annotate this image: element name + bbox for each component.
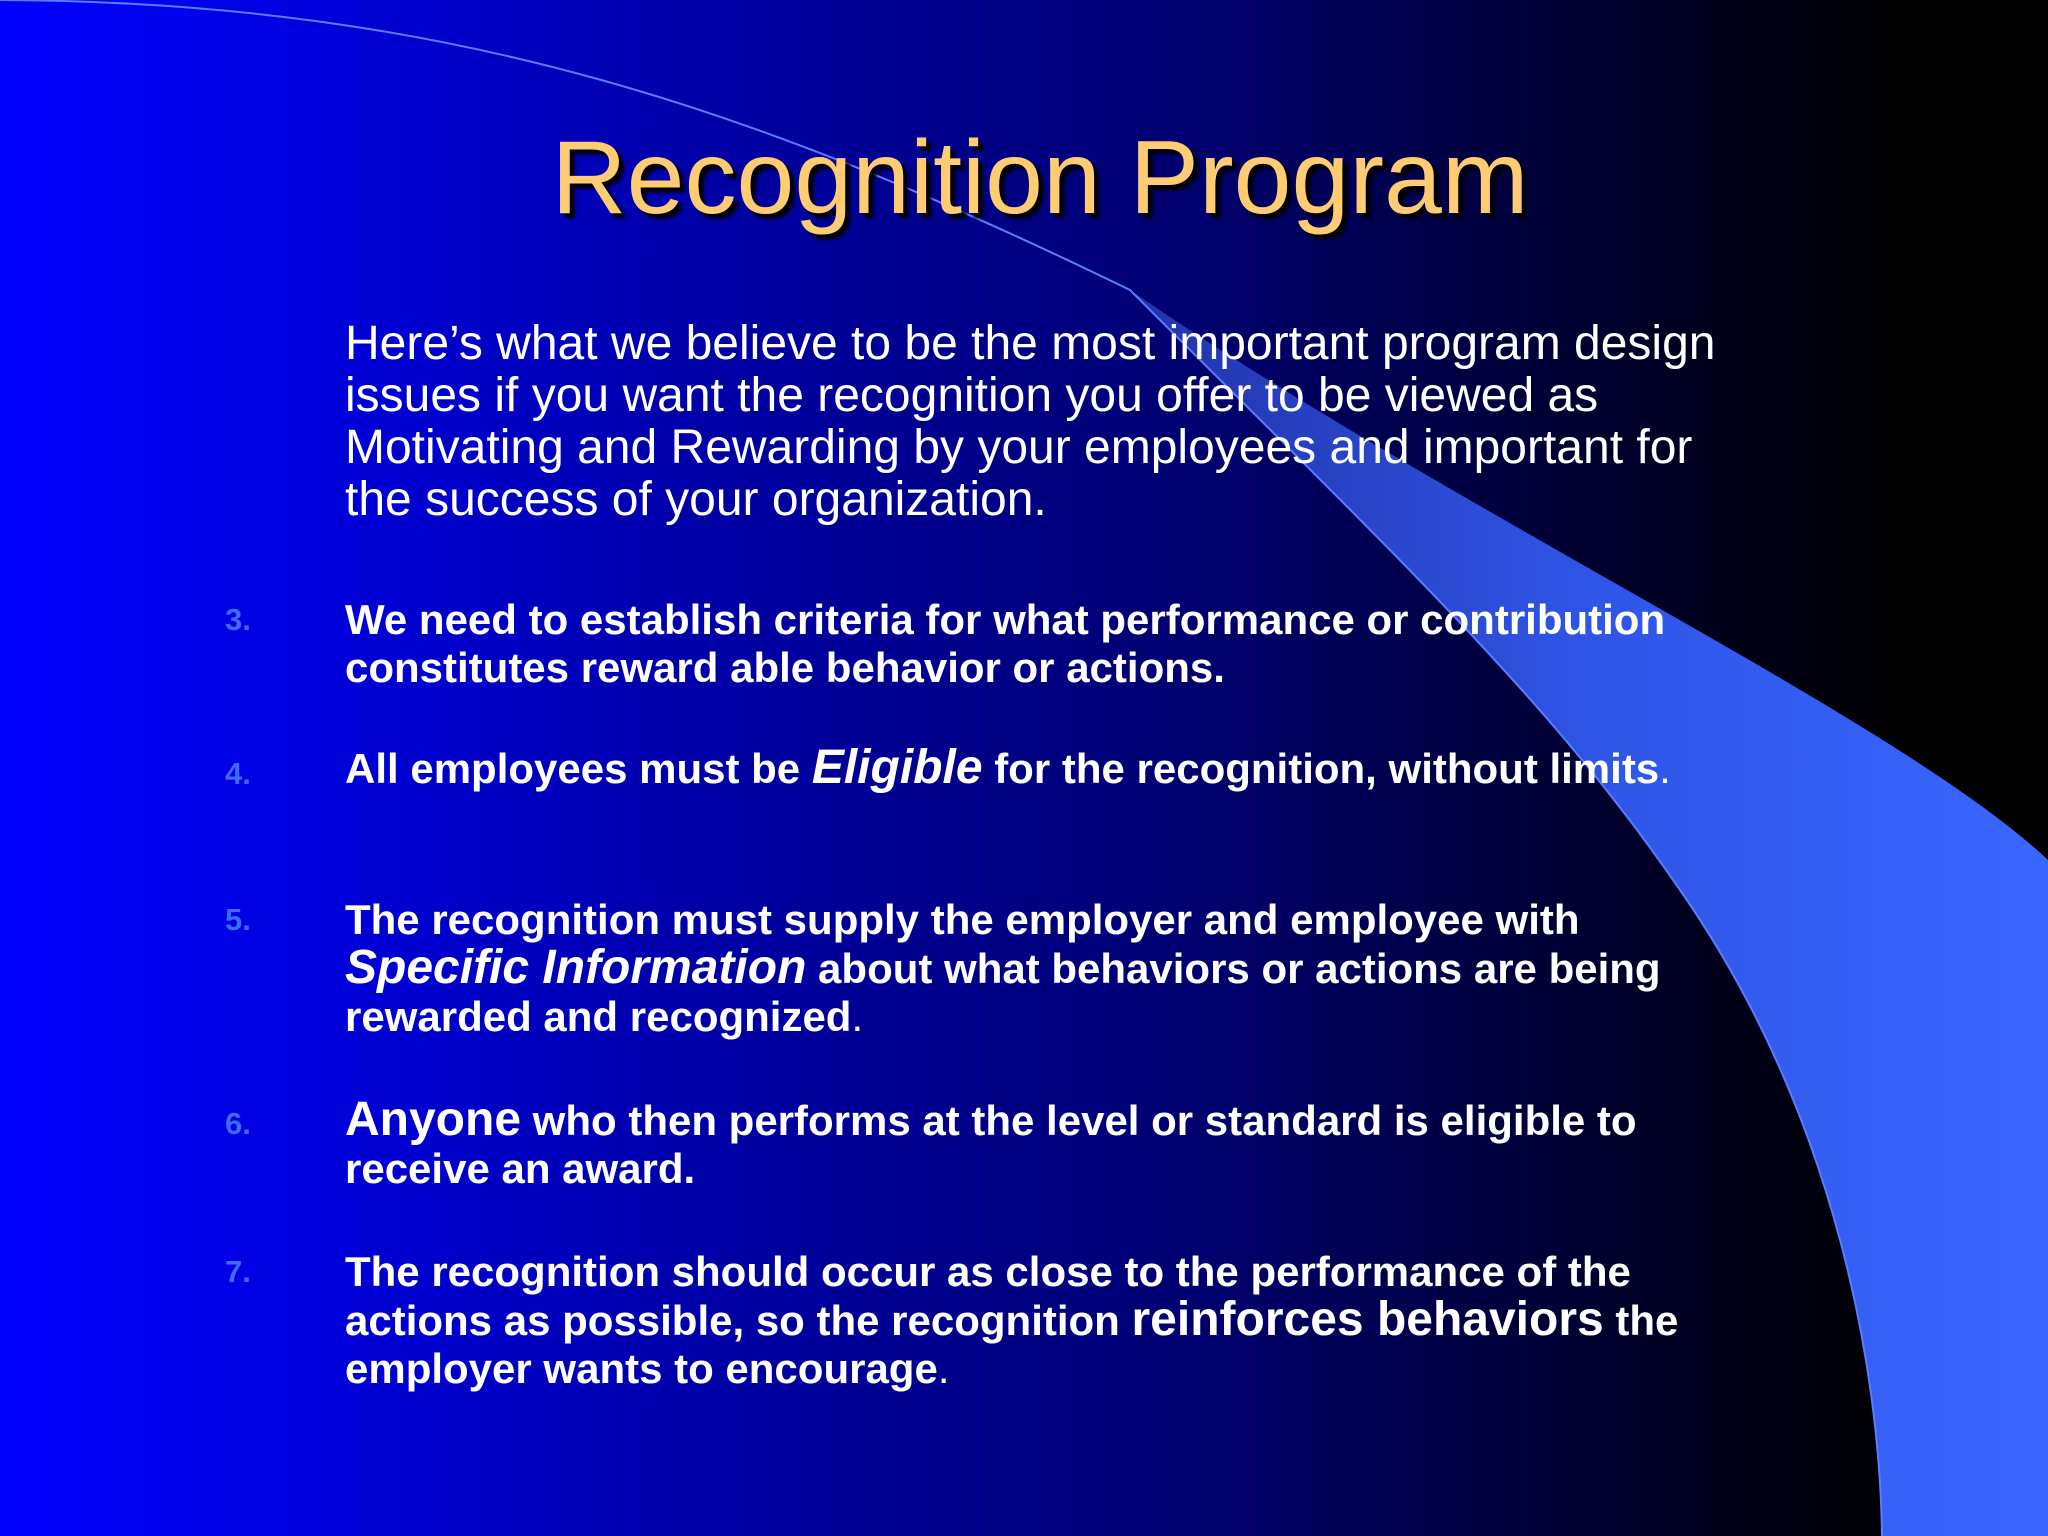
list-item-text: All employees must be Eligible for the recognition, without limits.	[345, 741, 1671, 794]
list-item-text: We need to establish criteria for what performance or contribution constitutes reward able behavior or actions.	[345, 596, 1666, 691]
list-item-text: The recognition must supply the employer and employee with Specific Information about what behaviors or actions are being rewarded and recognized.	[345, 896, 1661, 1040]
list-item-number: 5.	[225, 902, 251, 937]
list-item-number: 3.	[225, 602, 251, 637]
emphasis-anyone: Anyone	[345, 1093, 522, 1146]
intro-paragraph: Here’s what we believe to be the most important program design issues if you want the recognition you offer to be viewed as Motivating and Rewarding by your employees and important for the success of your organization.	[345, 317, 1716, 526]
emphasis-reinforces-behaviors: reinforces behaviors	[1131, 1293, 1604, 1346]
emphasis-specific-information: Specific Information	[345, 941, 807, 994]
list-item-text: Anyone who then performs at the level or standard is eligible to receive an award.	[345, 1093, 1637, 1192]
list-item-number: 6.	[225, 1106, 251, 1141]
list-item-number: 4.	[225, 756, 251, 791]
slide-title: Recognition Program	[551, 120, 1529, 236]
list-item-text: The recognition should occur as close to the performance of the actions as possible, so the recognition reinforces behaviors the employer wants to encourage.	[345, 1248, 1679, 1392]
emphasis-eligible: Eligible	[811, 741, 983, 794]
list-item-number: 7.	[225, 1254, 251, 1289]
